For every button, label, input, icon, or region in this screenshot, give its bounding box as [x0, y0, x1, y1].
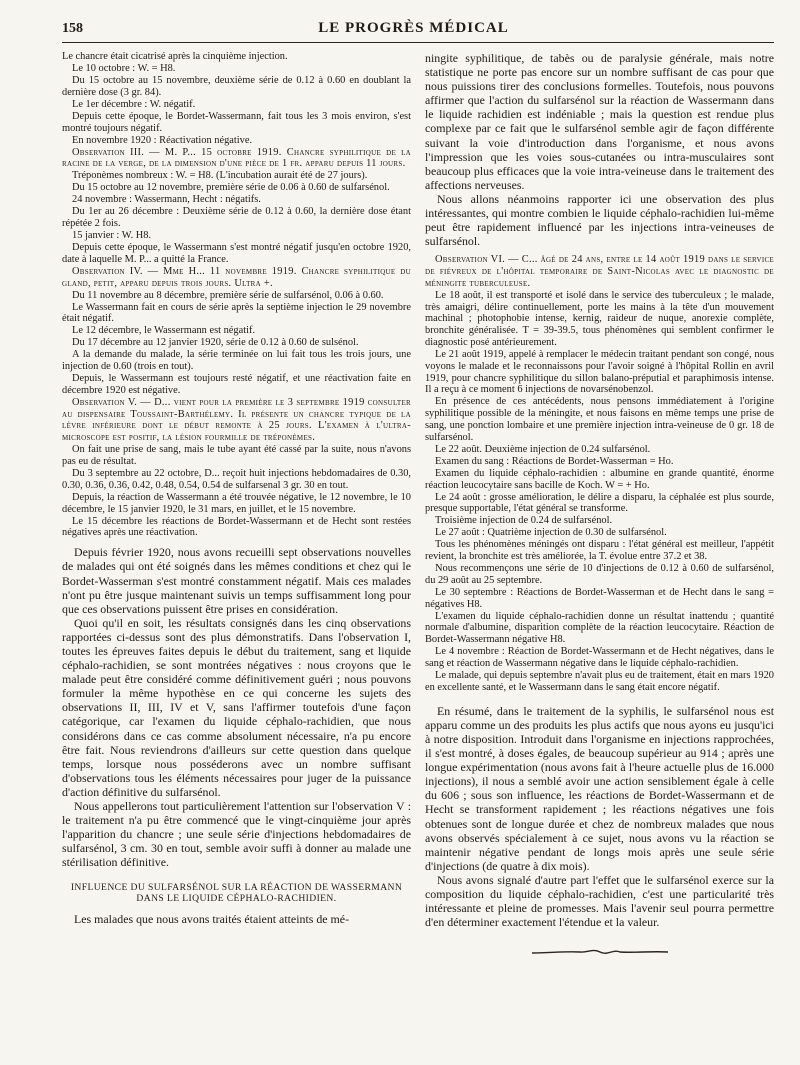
small-paragraph: Depuis, le Wassermann est toujours resté négatif, et une réactivation faite en décembre 1920 est négative.	[62, 373, 411, 396]
small-paragraph: Tous les phénomènes méningés ont disparu : l'état général est meilleur, l'appétit revient, la bronchite est très améliorée, la T. évolue entre 37.2 et 38.	[425, 539, 774, 563]
small-paragraph: Du 17 décembre au 12 janvier 1920, série de 0.12 à 0.60 de sulsénol.	[72, 337, 359, 349]
page-header	[62, 20, 774, 43]
small-paragraph: En présence de ces antécédents, nous pensons immédiatement à l'origine syphilitique possible de la méningite, et nous faisons en même temps une prise de sang, une ponction lombaire et une première injection intra-veineuse de 0 gr. 18 de sulfarsénol.	[425, 396, 774, 443]
body-paragraph: Les malades que nous avons traités étaient atteints de mé-	[74, 911, 350, 926]
small-paragraph: Du 11 novembre au 8 décembre, première série de sulfarsénol, 0.06 à 0.60.	[72, 289, 384, 301]
small-paragraph: Du 15 octobre au 12 novembre, première série de 0.06 à 0.60 de sulfarsénol.	[72, 182, 390, 194]
small-paragraph: Tréponèmes nombreux : W. = H8. (L'incubation aurait été de 27 jours).	[72, 170, 368, 182]
small-paragraph: En novembre 1920 : Réactivation négative.	[72, 134, 253, 146]
small-paragraph: Du 1er au 26 décembre : Deuxième série de 0.12 à 0.60, la dernière dose étant répétée 2 fois.	[62, 206, 411, 230]
end-ornament	[530, 945, 670, 959]
small-paragraph: 15 janvier : W. H8.	[72, 230, 152, 242]
small-paragraph: Le malade, qui depuis septembre n'avait plus eu de traitement, était en mars 1920 en excellente santé, et le Wassermann dans le sang était encore négatif.	[425, 670, 774, 693]
small-paragraph: Le 18 août, il est transporté et isolé dans le service des tuberculeux ; le malade, très amaigri, délire continuellement, porte les mains à la tête d'un mouvement machinal ; photophobie intense, kernig, raideur de nuque, anorexie complète, bronchite généralisée. T = 39-39.5, tous phénomènes qui semblent confirmer le diagnostic posé antérieurement.	[425, 289, 774, 349]
small-paragraph: L'examen du liquide céphalo-rachidien donne un résultat inattendu ; quantité normale d'albumine, disparition complète de la réaction leucocytaire. Réaction de Bordet-Wassermann négative H8.	[425, 610, 774, 646]
body-paragraph: ningite syphilitique, de tabès ou de paralysie générale, mais notre statistique ne porte pas encore sur un nombre suffisant de cas pour que nous puissions tirer des conclusions formelles. Toutefois, nous pouvons affirmer que l'action du sulfarsénol sur la réaction de Wassermann dans le liquide rachidien est indéniable ; mais la question est rendue plus complexe par ce fait que le sulfarsénol semble agir de façon différente suivant la voie d'introduction dans l'organisme, et nous avons l'impression que les voies sous-cutanées ou intra-musculaires sont beaucoup plus efficaces que la voie intra-veineuse dans le traitement des affections nerveuses.	[425, 51, 774, 192]
body-paragraph: En résumé, dans le traitement de la syphilis, le sulfarsénol nous est apparu comme un des produits les plus actifs que nous ayons eu jusqu'ici à notre disposition. Introduit dans l'organisme en injections rapprochées, il s'est montré, à doses égales, de beaucoup supérieur au 914 ; après une longue expérimentation (nous avons fait à l'heure actuelle plus de 16.000 injections), il nous a semblé avoir une action sensiblement égale à celle du 606 ; sous son influence, les réactions de Bordet-Wassermann et de Hecht se transforment rapidement ; les réactions négatives une fois obtenues sont de longue durée et chez de nombreux malades que nous avons observés spécialement à ce sujet, nous avons vu la réaction se maintenir négative pendant de longs mois après une seule série d'injections (de quatre à dix mois).	[425, 703, 774, 873]
small-paragraph: Le chancre était cicatrisé après la cinquième injection.	[62, 51, 288, 62]
small-paragraph: Le 15 décembre les réactions de Bordet-Wassermann et de Hecht sont restées négatives après une réactivation.	[62, 515, 411, 539]
page-number: 158	[62, 21, 83, 36]
small-paragraph: On fait une prise de sang, mais le tube ayant été cassé par la suite, nous n'avons pas eu de résultat.	[62, 444, 411, 468]
section-heading: INFLUENCE DU SULFARSÉNOL SUR LA RÉACTION DE WASSERMANN DANS LE LIQUIDE CÉPHALO-RACHIDIEN.	[70, 881, 403, 904]
observation-paragraph: Observation IV. — Mme H... 11 novembre 1919. Chancre syphilitique du gland, petit, apparu depuis trois jours. Ultra +.	[62, 265, 411, 289]
small-paragraph: Examen du liquide céphalo-rachidien : albumine en grande quantité, énorme réaction leucocytaire sans bacille de Koch. W = + Ho.	[425, 467, 774, 491]
small-paragraph: Le 27 août : Quatrième injection de 0.30 de sulfarsénol.	[435, 527, 667, 539]
small-paragraph: Le Wassermann fait en cours de série après la septième injection le 29 novembre était négatif.	[62, 301, 411, 325]
small-paragraph: Examen du sang : Réactions de Bordet-Wasserman = Ho.	[435, 455, 674, 467]
small-paragraph: Depuis cette époque, le Bordet-Wassermann, fait tous les 3 mois environ, s'est montré toujours négatif.	[62, 110, 411, 134]
small-paragraph: Le 21 août 1919, appelé à remplacer le médecin traitant pendant son congé, nous voyons le malade et le reconnaissons pour l'avoir soigné à l'hôpital Rollin en avril 1919, pour chancre syphilitique du sillon balano-préputial et paraphimosis intense. Il a reçu à ce moment 6 injections de novarsénobenzol.	[425, 349, 774, 396]
small-paragraph: Du 15 octobre au 15 novembre, deuxième série de 0.12 à 0.60 en doublant la dernière dose (3 gr. 84).	[62, 74, 411, 98]
body-paragraph: Quoi qu'il en soit, les résultats consignés dans les cinq observations rapportées ci-dessus sont des plus démonstratifs. Dans l'observation I, toutes les épreuves faites depuis le début du traitement, sang et liquide céphalo-rachidien, se sont montrées négatives : nous croyons que le malade peut être considéré comme définitivement guéri ; nous pouvons formuler la même hypothèse en ce qui concerne les sujets des observations II, III, IV et V, sans l'affirmer toutefois d'une façon catégorique, car l'examen du liquide céphalo-rachidien, que nous considérons dans ce cas comme absolument nécessaire, n'a pu encore être fait. Nous reviendrons d'ailleurs sur cette question dans quelque temps, lorsque nous posséderons avec un nombre suffisant d'observations tous les éléments nécessaires pour juger de la puissance d'action définitive du sulfarsénol.	[62, 615, 411, 799]
small-paragraph: Le 10 octobre : W. = H8.	[72, 62, 176, 74]
observation-paragraph: Observation III. — M. P... 15 octobre 1919. Chancre syphilitique de la racine de la verge, de la dimension d'une pièce de 1 fr. apparu depuis 11 jours.	[62, 146, 411, 170]
spacer	[425, 694, 774, 704]
right-column	[425, 51, 774, 959]
observation-paragraph: Observation V. — D... vient pour la première le 3 septembre 1919 consulter au dispensaire Toussaint-Barthélemy. Il présente un chancre typique de la lèvre inférieure dont le début remonte à 25 jours. L'examen à l'ultra-microscope est positif, la lésion fourmille de tréponèmes.	[62, 396, 411, 444]
small-paragraph: A la demande du malade, la série terminée on lui fait tous les trois jours, une injection de 0.60 (trois en tout).	[62, 349, 411, 373]
small-paragraph: Le 1er décembre : W. négatif.	[72, 98, 196, 110]
body-paragraph: Nous allons néanmoins rapporter ici une observation des plus intéressantes, qui montre combien le liquide céphalo-rachidien lui-même peut être rapidement influencé par les injections intra-veineuses de sulfarsénol.	[425, 191, 774, 249]
small-paragraph: Du 3 septembre au 22 octobre, D... reçoit huit injections hebdomadaires de 0.30, 0.30, 0.36, 0.36, 0.42, 0.48, 0.54, 0.54 de sulfarsenal 3 gr. 30 en tout.	[62, 468, 411, 491]
body-paragraph: Depuis février 1920, nous avons recueilli sept observations nouvelles de malades qui ont été soignés dans les mêmes conditions et chez qui le Bordet-Wasserman s'est montré constamment négatif. Mais ces malades n'ont pu être jusque maintenant suivis un temps suffisamment long pour que ces observations puissent être prises en considération.	[62, 545, 411, 616]
small-paragraph: Le 4 novembre : Réaction de Bordet-Wassermann et de Hecht négatives, dans le sang et réaction de Wassermann négative dans le liquide céphalo-rachidien.	[425, 646, 774, 670]
small-paragraph: Le 24 août : grosse amélioration, le délire a disparu, la céphalée est plus sourde, presque supportable, l'état général se transforme.	[425, 491, 774, 515]
small-paragraph: Le 30 septembre : Réactions de Bordet-Wasserman et de Hecht dans le sang = négatives H8.	[425, 586, 774, 610]
small-paragraph: Le 22 août. Deuxième injection de 0.24 sulfarsénol.	[435, 443, 651, 455]
small-paragraph: Nous recommençons une série de 10 d'injections de 0.12 à 0.60 de sulfarsénol, du 29 août au 25 septembre.	[425, 563, 774, 586]
body-paragraph: Nous avons signalé d'autre part l'effet que le sulfarsénol exerce sur la composition du liquide céphalo-rachidien, c'est une particularité très intéressante et pleine de promesses. Mais l'avenir seul pourra permettre d'en déterminer exactement l'étendue et la valeur.	[425, 872, 774, 930]
small-paragraph: 24 novembre : Wassermann, Hecht : négatifs.	[72, 194, 261, 206]
journal-title: LE PROGRÈS MÉDICAL	[318, 20, 509, 36]
small-paragraph: Depuis, la réaction de Wassermann a été trouvée négative, le 12 novembre, le 10 décembre, le 15 janvier 1920, le 31 mars, en juillet, et le 15 novembre.	[62, 491, 411, 515]
small-paragraph: Depuis cette époque, le Wassermann s'est montré négatif jusqu'en octobre 1920, date à laquelle M. P... a quitté la France.	[62, 242, 411, 265]
body-paragraph: Nous appellerons tout particulièrement l'attention sur l'observation V : le traitement n'a pu être commencé que le vingt-cinquième jour après l'apparition du chancre ; une seule série d'injections hebdomadaires de sulfarsénol, 3 cm. 30 en tout, semble avoir suffi à donner au malade une stérilisation définitive.	[62, 799, 411, 870]
small-paragraph: Le 12 décembre, le Wassermann est négatif.	[72, 325, 256, 337]
observation-paragraph: Observation VI. — C... âgé de 24 ans, entre le 14 août 1919 dans le service de fiévreux de l'hôpital temporaire de Saint-Nicolas avec le diagnostic de méningite tuberculeuse.	[425, 254, 774, 289]
small-paragraph: Troisième injection de 0.24 de sulfarsénol.	[435, 515, 613, 527]
left-column	[62, 51, 411, 959]
two-column-body	[62, 51, 774, 959]
